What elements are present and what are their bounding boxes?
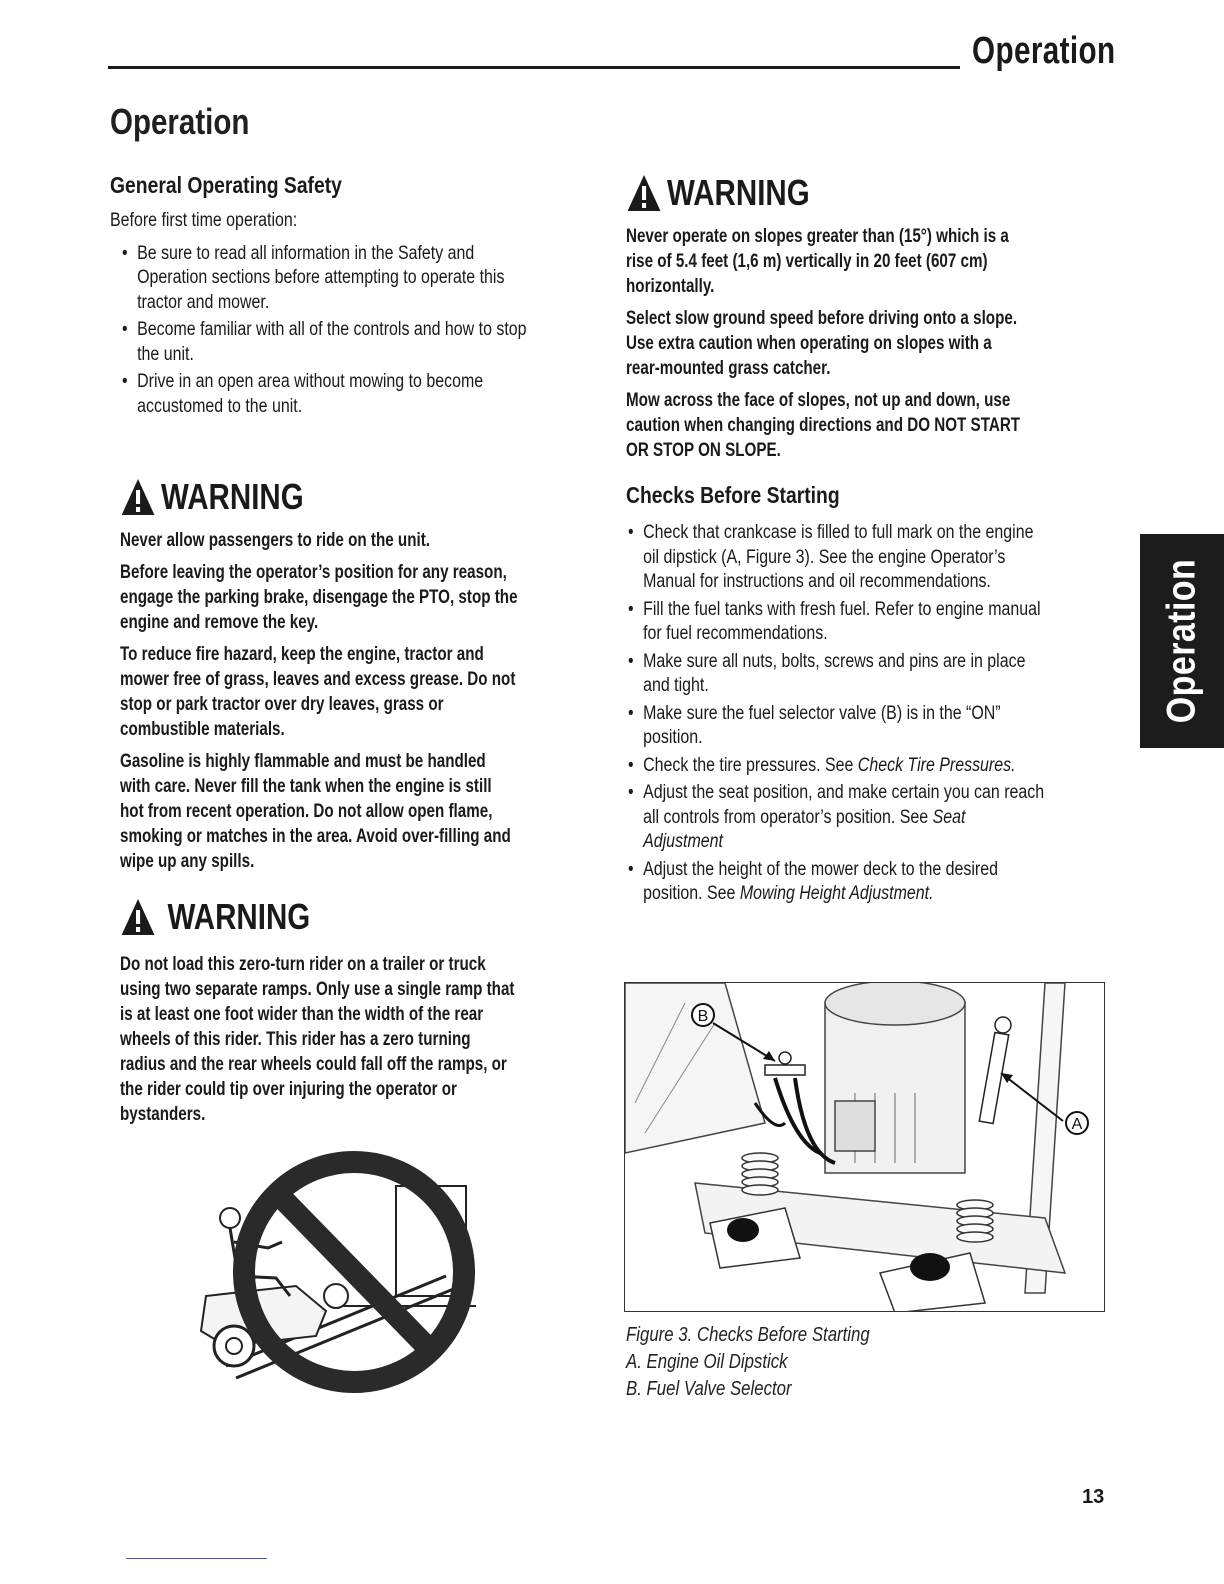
warning-triangle-icon: [120, 477, 156, 517]
warning-paragraph: Before leaving the operator’s position for any reason, engage the parking brake, disengage the PTO, stop the engine and remove the key.: [120, 562, 518, 633]
warning-paragraph: Mow across the face of slopes, not up and down, use caution when changing directions and DO NOT START OR STOP ON SLOPE.: [626, 390, 1021, 461]
warning-body: [120, 528, 518, 874]
warning-paragraph: Never operate on slopes greater than (15°) which is a rise of 5.4 feet (1,6 m) vertically in 20 feet (607 cm) horizontally.: [626, 226, 1009, 297]
warning-body: [626, 224, 1020, 463]
header-title: Operation: [972, 30, 1116, 72]
warning-paragraph: To reduce fire hazard, keep the engine, tractor and mower free of grass, leaves and excess grease. Do not stop or park tractor over dry leaves, grass or combustible materials.: [120, 644, 516, 740]
header-rule: [108, 66, 960, 69]
figure-title: Figure 3. Checks Before Starting: [626, 1324, 870, 1346]
figure-legend-a: A. Engine Oil Dipstick: [626, 1351, 788, 1373]
warning-body: [120, 952, 514, 1127]
checks-section: [626, 482, 1123, 910]
footer-rule: [126, 1558, 267, 1559]
general-safety-intro: Before first time operation:: [110, 210, 298, 231]
section-tab-label: Operation: [1159, 558, 1204, 724]
list-item: • Make sure the fuel selector valve (B) is in the “ON” position.: [628, 702, 1001, 748]
warning-triangle-icon: [120, 897, 156, 937]
figure-legend-b: B. Fuel Valve Selector: [626, 1378, 792, 1400]
warning-paragraph: Gasoline is highly flammable and must be handled with care. Never fill the tank when the engine is still hot from recent operation. Do not allow open flame, smoking or matches in the area. Avoid over-filling and wipe up any spills.: [120, 751, 511, 872]
list-item: • Adjust the height of the mower deck to the desired position. See Mowing Height Adjustment.: [628, 858, 999, 904]
warning-ramps: [120, 896, 613, 1134]
figure-3-engine-diagram: [624, 982, 1105, 1312]
general-safety-heading: General Operating Safety: [110, 172, 342, 198]
list-item: • Drive in an open area without mowing to become accustomed to the unit.: [122, 371, 484, 417]
no-two-ramps-illustration: [186, 1146, 482, 1398]
warning-heading: WARNING: [120, 896, 524, 938]
cross-reference: Check Tire Pressures.: [857, 754, 1016, 776]
list-item: • Become familiar with all of the controls and how to stop the unit.: [122, 319, 527, 365]
warning-heading: WARNING: [626, 172, 1030, 214]
list-item: • Be sure to read all information in the Safety and Operation sections before attempting to operate this tractor and mower.: [122, 242, 505, 313]
checks-heading: Checks Before Starting: [626, 482, 840, 508]
page-number: 13: [1082, 1486, 1105, 1508]
warning-passengers: [120, 476, 617, 881]
general-safety-section: [110, 172, 604, 422]
warning-paragraph: Select slow ground speed before driving onto a slope. Use extra caution when operating on slopes with a rear-mounted grass catcher.: [626, 308, 1018, 379]
list-item: • Check that crankcase is filled to full mark on the engine oil dipstick (A, Figure 3). See the engine Operator’s Manual for instructions and oil recommendations.: [628, 522, 1034, 592]
cross-reference: Adjustment: [643, 831, 723, 852]
cross-reference: Seat: [932, 806, 966, 828]
general-safety-list: [122, 242, 527, 420]
list-item: • Check the tire pressures. See Check Tire Pressures.: [628, 754, 1016, 776]
callout-b-label: B: [697, 1008, 709, 1025]
list-item: • Fill the fuel tanks with fresh fuel. Refer to engine manual for fuel recommendations.: [628, 598, 1041, 644]
list-item: • Make sure all nuts, bolts, screws and pins are in place and tight.: [628, 650, 1026, 696]
checks-list: [628, 521, 1044, 907]
engine-illustration: [625, 983, 1105, 1312]
warning-triangle-icon: [626, 173, 662, 213]
warning-slopes: [626, 172, 1119, 470]
callout-a-label: A: [1071, 1116, 1083, 1133]
page-title: Operation: [110, 101, 250, 142]
cross-reference: Mowing Height Adjustment.: [739, 883, 934, 904]
warning-paragraph: Do not load this zero-turn rider on a trailer or truck using two separate ramps. Only use a single ramp that is at least one foot wider than the width of the rear wheels of this rider. This rider has a zero turning radius and the rear wheels could fall off the ramps, or the rider could tip over injuring the operator or bystanders.: [120, 954, 515, 1125]
warning-heading: WARNING: [120, 476, 527, 518]
figure-caption: [626, 1322, 870, 1403]
list-item: • Adjust the seat position, and make certain you can reach all controls from operator’s position. See Seat Adjustment: [628, 781, 1044, 855]
warning-paragraph: Never allow passengers to ride on the unit.: [120, 530, 430, 551]
